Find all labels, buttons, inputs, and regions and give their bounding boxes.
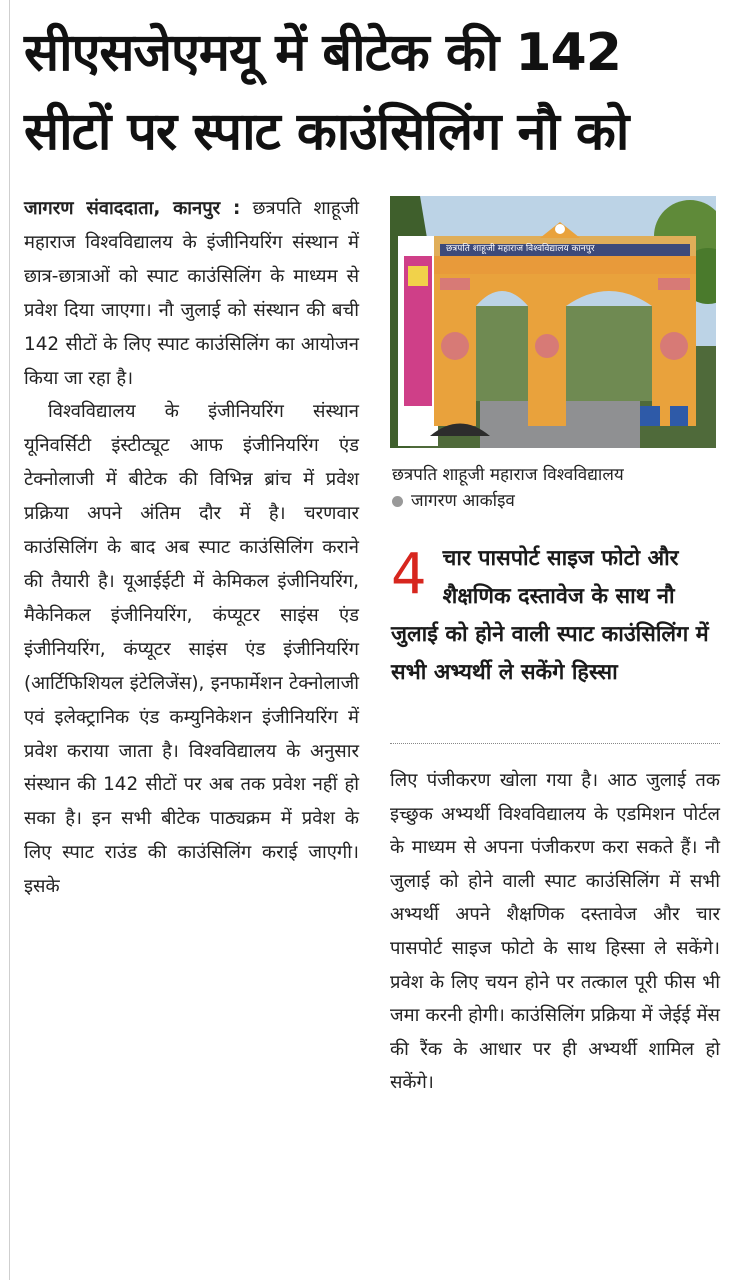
article-continuation: लिए पंजीकरण खोला गया है। आठ जुलाई तक इच्छुक अभ्यर्थी विश्वविद्यालय के एडमिशन पोर्टल के माध्यम से अपना पंजीकरण करा सकते हैं। नौ जुलाई को होने वाली स्पाट काउंसिलिंग में सभी अभ्यर्थी अपने शैक्षणिक दस्तावेज और चार पासपोर्ट साइज फोटो के साथ हिस्सा ले सकेंगे। प्रवेश के लिए चयन होने पर तत्काल पूरी फीस भी जमा करनी होगी। काउंसिलिंग प्रक्रिया में जेईई मेंस की रैंक के आधार पर ही अभ्यर्थी शामिल हो सकेंगे।	[390, 770, 720, 1094]
bullet-dot-icon	[392, 496, 403, 507]
article-para-1-text: छत्रपति शाहूजी महाराज विश्वविद्यालय के इंजीनियरिंग संस्थान में छात्र-छात्राओं को स्पाट काउंसिलिंग के माध्यम से प्रवेश दिया जाएगा। नौ जुलाई को संस्थान की बची 142 सीटों के लिए स्पाट काउंसिलिंग का आयोजन किया जा रहा है।	[24, 198, 359, 389]
highlight-text: चार पासपोर्ट साइज फोटो और शैक्षणिक दस्तावेज के साथ नौ जुलाई को होने वाली स्पाट काउंसिलिंग में सभी अभ्यर्थी ले सकेंगे हिस्सा	[391, 546, 709, 685]
dotted-divider	[390, 743, 720, 744]
gate-sign-text: छत्रपति शाहूजी महाराज विश्वविद्यालय कानपुर	[446, 244, 595, 254]
photo-credit	[392, 488, 722, 514]
credit-text: जागरण आर्काइव	[411, 491, 515, 511]
highlight-box	[391, 540, 719, 692]
page-edge-rule	[9, 0, 10, 1280]
highlight-number: 4	[391, 542, 427, 607]
photo-caption	[392, 462, 722, 514]
article-column-right	[390, 764, 720, 1100]
headline: सीएसजेएमयू में बीटेक की 142 सीटों पर स्पाट काउंसिलिंग नौ को	[24, 23, 629, 162]
byline: जागरण संवाददाता, कानपुर :	[24, 198, 241, 219]
caption-text: छत्रपति शाहूजी महाराज विश्वविद्यालय	[392, 465, 624, 485]
university-gate-photo	[390, 196, 716, 448]
gate-illustration	[390, 196, 716, 448]
article-column-left	[24, 192, 359, 904]
article-para-1	[24, 192, 359, 395]
article-para-2: विश्वविद्यालय के इंजीनियरिंग संस्थान यूनिवर्सिटी इंस्टीट्यूट आफ इंजीनियरिंग एंड टेक्नोलाजी में बीटेक की विभिन्न ब्रांच में प्रवेश प्रक्रिया अपने अंतिम दौर में है। चरणवार काउंसिलिंग के बाद अब स्पाट काउंसिलिंग कराने की तैयारी है। यूआईईटी में केमिकल इंजीनियरिंग, मैकेनिकल इंजीनियरिंग, कंप्यूटर साइंस एंड इंजीनियरिंग, कंप्यूटर साइंस एंड इंजीनियरिंग (आर्टिफिशियल इंटेलिजेंस), इनफार्मेशन टेक्नोलाजी एवं इलेक्ट्रानिक एंड कम्युनिकेशन इंजीनियरिंग में प्रवेश कराया जाता है। विश्वविद्यालय के अनुसार संस्थान की 142 सीटों पर अब तक प्रवेश नहीं हो सका है। इन सभी बीटेक पाठ्यक्रम में प्रवेश के लिए स्पाट राउंड की काउंसिलिंग कराई जाएगी। इसके	[24, 401, 359, 898]
